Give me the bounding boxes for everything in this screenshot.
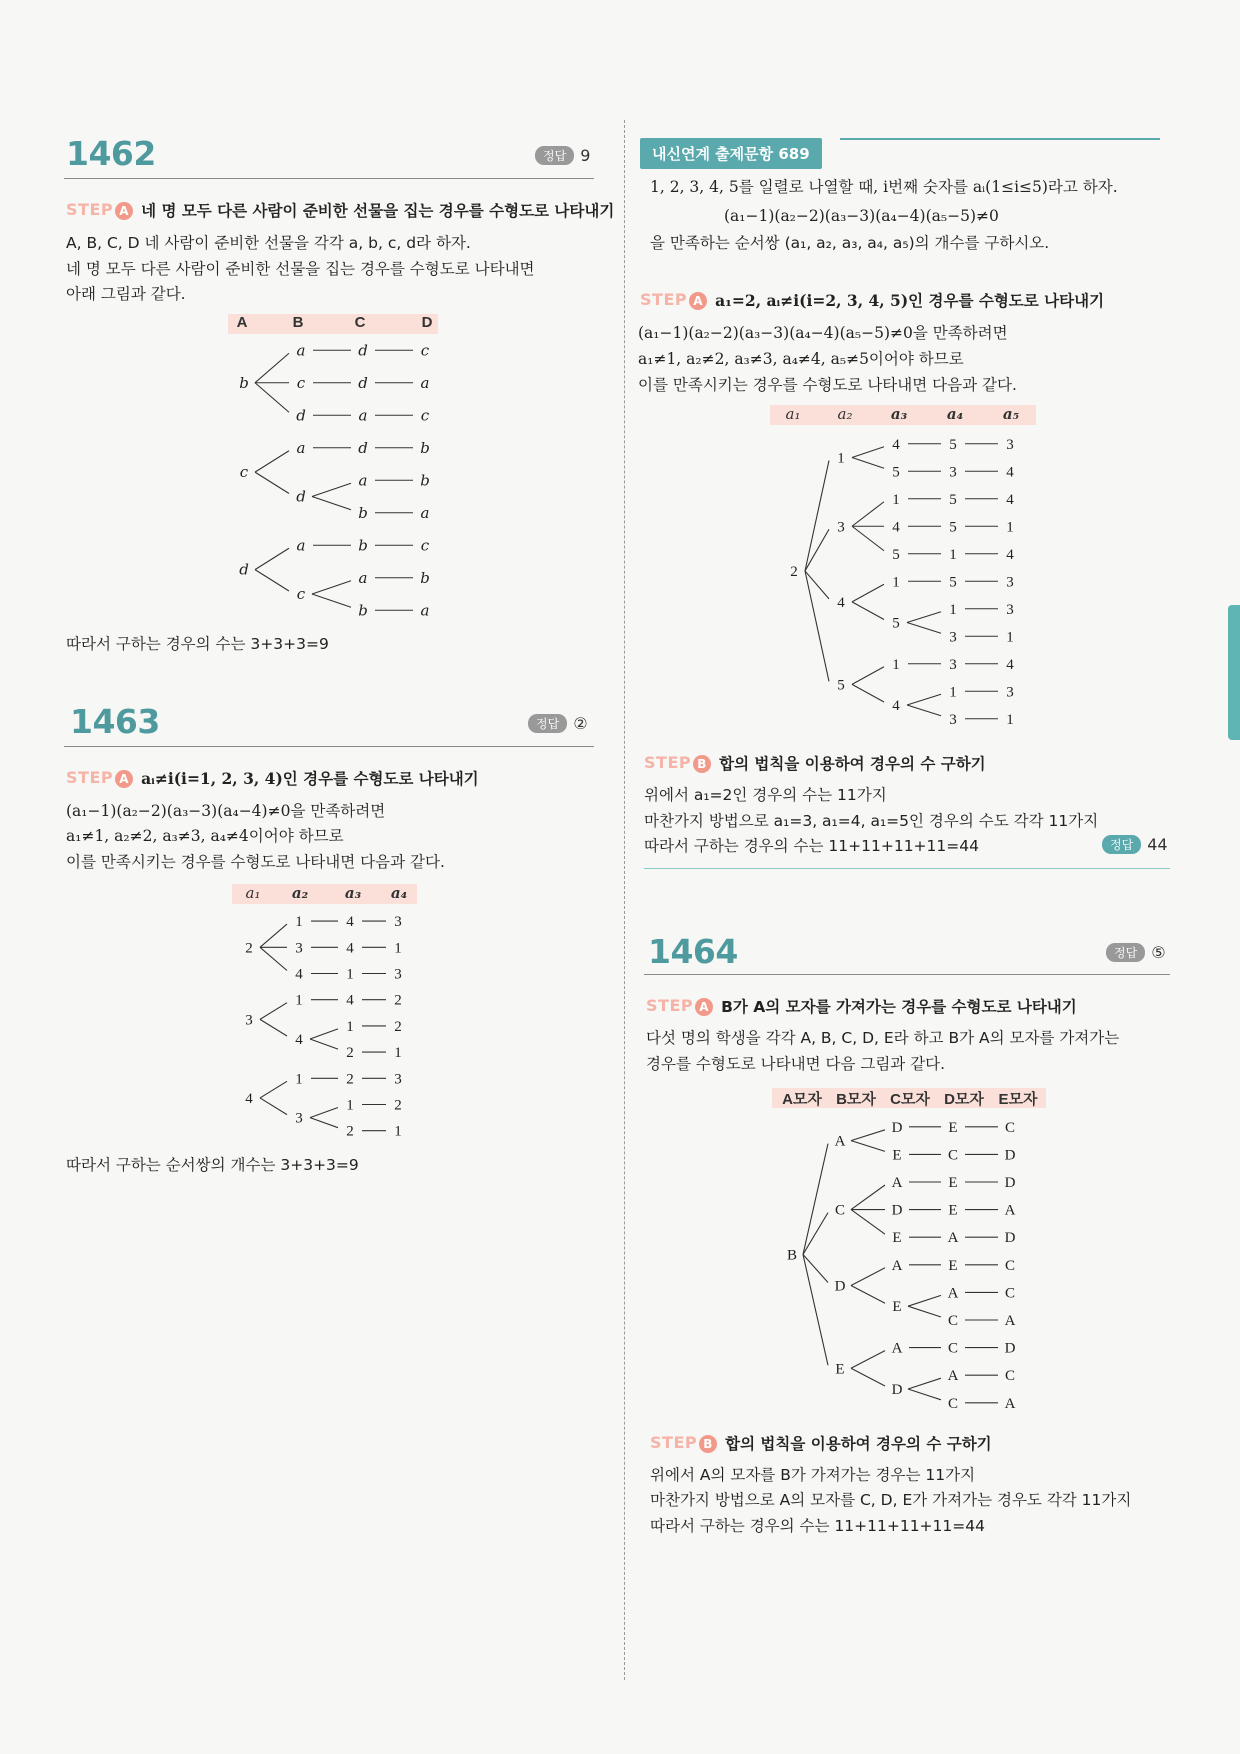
tree-node: 3 — [394, 966, 402, 983]
tree-node: a — [296, 438, 306, 457]
tree-header: a₁ — [245, 884, 261, 902]
tree-node: C — [947, 1395, 959, 1412]
tree-branch — [851, 1210, 885, 1235]
tree-node: 4 — [892, 698, 900, 714]
tree-node: c — [420, 536, 430, 555]
text-line: 위에서 A의 모자를 B가 가져가는 경우는 11가지 — [650, 1466, 976, 1484]
tree-node: E — [948, 1175, 958, 1191]
tree-node: A — [1004, 1313, 1016, 1329]
tree-node: 2 — [394, 992, 402, 1009]
tree-node: A — [947, 1368, 959, 1385]
tree-branch — [803, 1254, 828, 1365]
tree-branch — [851, 1185, 885, 1210]
tree-header: C모자 — [890, 1091, 930, 1108]
tree-node: 5 — [949, 519, 957, 536]
tree-node: 2 — [394, 1018, 402, 1035]
tree-node: 4 — [837, 594, 845, 611]
tree-node: E — [892, 1147, 902, 1164]
tree-node: a — [420, 373, 430, 392]
answer-badge: 정답 — [528, 714, 567, 733]
tree-branch — [851, 1141, 885, 1152]
tree-node: 2 — [394, 1097, 402, 1114]
tree-node: 3 — [1006, 684, 1014, 701]
tree-node: b — [358, 536, 368, 555]
tree-node: c — [239, 463, 249, 482]
text-line: 마찬가지 방법으로 a₁=3, a₁=4, a₁=5인 경우의 수도 각각 11가지 — [644, 812, 1099, 830]
tree-node: 3 — [837, 519, 845, 536]
text-line: 1, 2, 3, 4, 5를 일렬로 나열할 때, i번째 숫자를 aᵢ(1≤i≤5)라고 하자. — [650, 178, 1118, 196]
text-line: 아래 그림과 같다. — [66, 285, 186, 303]
tree-node: A — [891, 1340, 903, 1357]
equation: (a₁−1)(a₂−2)(a₃−3)(a₄−4)(a₅−5)≠0 — [724, 207, 999, 225]
tree-node: a — [358, 406, 368, 425]
tree-node: D — [1004, 1147, 1016, 1164]
tree-header: a₅ — [1002, 405, 1020, 423]
tree-node: 4 — [1006, 464, 1014, 481]
step-title: a₁=2, aᵢ≠i(i=2, 3, 4, 5)인 경우를 수형도로 나타내기 — [715, 291, 1105, 310]
tree-node: 1 — [837, 450, 845, 467]
tree-node: 2 — [790, 563, 798, 580]
text-line: A, B, C, D 네 사람이 준비한 선물을 각각 a, b, c, d라 하자. — [66, 234, 471, 252]
tree-branch — [851, 1368, 885, 1386]
tree-node: b — [239, 373, 249, 392]
text-line: 을 만족하는 순서쌍 (a₁, a₂, a₃, a₄, a₅)의 개수를 구하시오. — [650, 234, 1050, 252]
tree-node: 3 — [394, 1071, 402, 1088]
tree-branch — [908, 1389, 941, 1400]
tree-node: 4 — [245, 1090, 253, 1107]
tree-node: 4 — [1006, 656, 1014, 673]
tree-node: 4 — [346, 914, 354, 931]
tree-node: d — [296, 487, 306, 506]
tree-node: 1 — [1006, 629, 1014, 646]
step-title: B가 A의 모자를 가져가는 경우를 수형도로 나타내기 — [721, 998, 1077, 1016]
tree-node: C — [1004, 1285, 1016, 1302]
tree-node: 5 — [892, 615, 900, 632]
tree-branch — [851, 1351, 885, 1369]
tree-node: 4 — [892, 436, 900, 453]
exam-tag-label: 내신연계 출제문항 689 — [640, 138, 822, 169]
tree-branch — [851, 1268, 885, 1286]
answer-badge: 정답 — [1106, 943, 1145, 962]
tree-node: 4 — [295, 1032, 303, 1048]
tree-node: d — [239, 560, 249, 579]
tree-node: 3 — [949, 711, 957, 728]
tree-node: 2 — [346, 1045, 354, 1062]
tree-node: b — [358, 503, 368, 522]
tree-node: 1 — [949, 601, 957, 618]
tree-node: c — [296, 373, 306, 392]
tree-node: A — [834, 1133, 846, 1150]
tree-branch — [851, 1130, 885, 1141]
answer-badge: 정답 — [535, 146, 574, 165]
tree-branch — [851, 1286, 885, 1304]
tree-node: b — [420, 568, 430, 587]
tree-node: 4 — [346, 940, 354, 957]
answer-badge: 정답 — [1102, 835, 1141, 854]
tree-node: C — [947, 1147, 959, 1164]
tree-node: 5 — [949, 491, 957, 508]
tree-node: C — [1004, 1257, 1016, 1274]
tree-node: 5 — [892, 464, 900, 481]
tree-node: E — [948, 1257, 958, 1274]
tree-node: c — [296, 585, 306, 603]
tree-header: a₂ — [837, 405, 853, 423]
tree-branch — [908, 1378, 941, 1389]
tree-node: D — [1004, 1340, 1016, 1357]
tree-node: a — [420, 503, 430, 522]
answer-value: 44 — [1147, 835, 1168, 854]
tree-node: b — [420, 471, 430, 490]
tree-node: d — [296, 406, 306, 425]
tree-node: 1 — [1006, 711, 1014, 728]
tree-node: 5 — [892, 546, 900, 563]
text-line: 이를 만족시키는 경우를 수형도로 나타내면 다음과 같다. — [638, 376, 1017, 394]
tree-node: 3 — [295, 1110, 303, 1127]
text-line: 위에서 a₁=2인 경우의 수는 11가지 — [644, 786, 887, 804]
tree-node: 3 — [394, 914, 402, 931]
conclusion-1463: 따라서 구하는 순서쌍의 개수는 3+3+3=9 — [66, 1156, 359, 1174]
text-line: 네 명 모두 다른 사람이 준비한 선물을 집는 경우를 수형도로 나타내면 — [66, 260, 535, 278]
tree-node: C — [1004, 1119, 1016, 1136]
tree-node: 4 — [295, 966, 303, 983]
tree-node: E — [948, 1202, 958, 1219]
tree-node: 4 — [346, 992, 354, 1009]
tree-node: A — [1004, 1202, 1016, 1219]
problem-number-1463: 1463 — [70, 702, 160, 741]
tree-node: 3 — [1006, 436, 1014, 453]
tree-node: E — [892, 1299, 902, 1316]
tree-node: A — [947, 1230, 959, 1247]
tree-node: 5 — [949, 436, 957, 453]
tree-header: A — [236, 314, 248, 331]
tree-header: a₃ — [890, 405, 908, 423]
tree-header: C — [354, 314, 366, 331]
tree-branch — [803, 1144, 828, 1255]
step-label: STEP A — [646, 996, 713, 1016]
step-label: STEP B — [644, 753, 711, 773]
tree-node: 1 — [949, 684, 957, 701]
tree-node: 1 — [346, 1018, 354, 1035]
text-line: (a₁−1)(a₂−2)(a₃−3)(a₄−4)(a₅−5)≠0을 만족하려면 — [638, 324, 1008, 342]
text-line: 경우를 수형도로 나타내면 다음 그림과 같다. — [646, 1055, 946, 1073]
tree-branch — [803, 1213, 828, 1255]
tree-header: a₃ — [344, 884, 362, 902]
tree-header: B — [292, 314, 304, 331]
tree-node: d — [358, 341, 368, 360]
tree-node: 4 — [1006, 491, 1014, 508]
tree-branch — [908, 1295, 941, 1306]
tree-node: 2 — [346, 1123, 354, 1140]
tree-node: 1 — [394, 940, 402, 957]
tree-node: a — [420, 601, 430, 620]
step-title: aᵢ≠i(i=1, 2, 3, 4)인 경우를 수형도로 나타내기 — [141, 769, 479, 788]
tree-node: 5 — [949, 574, 957, 591]
answer-value: ⑤ — [1151, 943, 1166, 962]
text-line: 따라서 구하는 경우의 수는 11+11+11+11=44 — [650, 1517, 985, 1535]
tree-node: 1 — [346, 966, 354, 983]
tree-node: E — [835, 1361, 845, 1378]
tree-node: a — [296, 341, 306, 360]
tree-node: A — [891, 1257, 903, 1274]
tree-node: 2 — [245, 940, 253, 957]
tree-node: C — [834, 1202, 846, 1219]
tree-node: c — [420, 341, 430, 360]
tree-header: a₄ — [946, 405, 964, 423]
text-line: 이를 만족시키는 경우를 수형도로 나타내면 다음과 같다. — [66, 853, 445, 871]
tree-header: A모자 — [782, 1091, 822, 1108]
tree-node: c — [420, 406, 430, 425]
tree-node: B — [786, 1247, 798, 1264]
step-title: 네 명 모두 다른 사람이 준비한 선물을 집는 경우를 수형도로 나타내기 — [141, 202, 615, 220]
tree-node: 1 — [394, 1123, 402, 1140]
tree-node: D — [834, 1278, 846, 1295]
text-line: 다섯 명의 학생을 각각 A, B, C, D, E라 하고 B가 A의 모자를 가져가는 — [646, 1029, 1120, 1047]
tree-node: 1 — [295, 1071, 303, 1088]
text-line: (a₁−1)(a₂−2)(a₃−3)(a₄−4)≠0을 만족하려면 — [66, 802, 386, 820]
tree-node: C — [1004, 1368, 1016, 1385]
answer-value: 9 — [580, 146, 591, 165]
tree-node: A — [891, 1175, 903, 1191]
tree-node: a — [358, 568, 368, 587]
tree-header: a₄ — [390, 884, 408, 902]
problem-number-1462: 1462 — [66, 134, 156, 173]
text-line: a₁≠1, a₂≠2, a₃≠3, a₄≠4, a₅≠5이어야 하므로 — [638, 350, 964, 368]
tree-node: C — [947, 1313, 959, 1329]
tree-node: b — [420, 438, 430, 457]
tree-node: D — [891, 1202, 903, 1219]
tree-node: d — [358, 438, 368, 457]
tree-node: A — [947, 1285, 959, 1302]
tree-node: D — [1004, 1175, 1016, 1191]
tree-node: 4 — [892, 519, 900, 536]
step-label: STEP A — [640, 290, 707, 310]
text-line: a₁≠1, a₂≠2, a₃≠3, a₄≠4이어야 하므로 — [66, 827, 344, 845]
tree-branch — [908, 1306, 941, 1317]
tree-node: 1 — [295, 992, 303, 1009]
step-label: STEP A — [66, 768, 133, 788]
tree-node: 1 — [295, 914, 303, 931]
tree-header: E모자 — [998, 1091, 1038, 1108]
tree-node: 3 — [949, 629, 957, 646]
tree-node: E — [892, 1230, 902, 1247]
tree-node: 2 — [346, 1071, 354, 1088]
tree-node: D — [891, 1119, 903, 1136]
answer-value: ② — [573, 714, 588, 733]
tree-node: 1 — [892, 574, 900, 591]
tree-node: C — [947, 1340, 959, 1357]
tree-node: d — [358, 373, 368, 392]
problem-number-1464: 1464 — [648, 932, 738, 971]
tree-header: B모자 — [836, 1091, 876, 1108]
tree-node: 1 — [892, 491, 900, 508]
tree-node: E — [948, 1119, 958, 1136]
tree-node: 1 — [1006, 519, 1014, 536]
step-title: 합의 법칙을 이용하여 경우의 수 구하기 — [725, 1435, 992, 1453]
tree-header: a₁ — [785, 405, 801, 423]
tree-node: 3 — [295, 940, 303, 957]
tree-node: 1 — [949, 546, 957, 563]
tree-node: 1 — [892, 656, 900, 673]
tree-node: D — [891, 1382, 903, 1398]
tree-node: 3 — [949, 464, 957, 481]
tree-header: D모자 — [944, 1091, 984, 1108]
tree-header: a₂ — [291, 884, 309, 902]
tree-node: 1 — [346, 1097, 354, 1114]
step-label: STEP B — [650, 1433, 717, 1453]
tree-node: D — [1004, 1230, 1016, 1247]
tree-header: D — [421, 314, 433, 331]
tree-node: 4 — [1006, 546, 1014, 563]
tree-node: A — [1004, 1395, 1016, 1412]
tree-node: a — [296, 536, 306, 555]
step-b-1464 — [650, 1432, 992, 1454]
tree-node: 3 — [1006, 574, 1014, 591]
tree-node: 5 — [837, 677, 845, 694]
tree-branch — [803, 1254, 828, 1282]
tree-node: 3 — [245, 1012, 253, 1029]
step-label: STEP A — [66, 200, 133, 220]
tree-node: 3 — [1006, 601, 1014, 618]
tree-node: 3 — [949, 656, 957, 673]
conclusion-1462: 따라서 구하는 경우의 수는 3+3+3=9 — [66, 635, 329, 653]
text-line: 마찬가지 방법으로 A의 모자를 C, D, E가 가져가는 경우도 각각 11가지 — [650, 1491, 1132, 1509]
step-title: 합의 법칙을 이용하여 경우의 수 구하기 — [719, 755, 986, 773]
tree-node: a — [358, 471, 368, 490]
tree-node: 1 — [394, 1045, 402, 1062]
text-line: 따라서 구하는 경우의 수는 11+11+11+11=44 — [644, 837, 979, 855]
tree-node: b — [358, 601, 368, 620]
